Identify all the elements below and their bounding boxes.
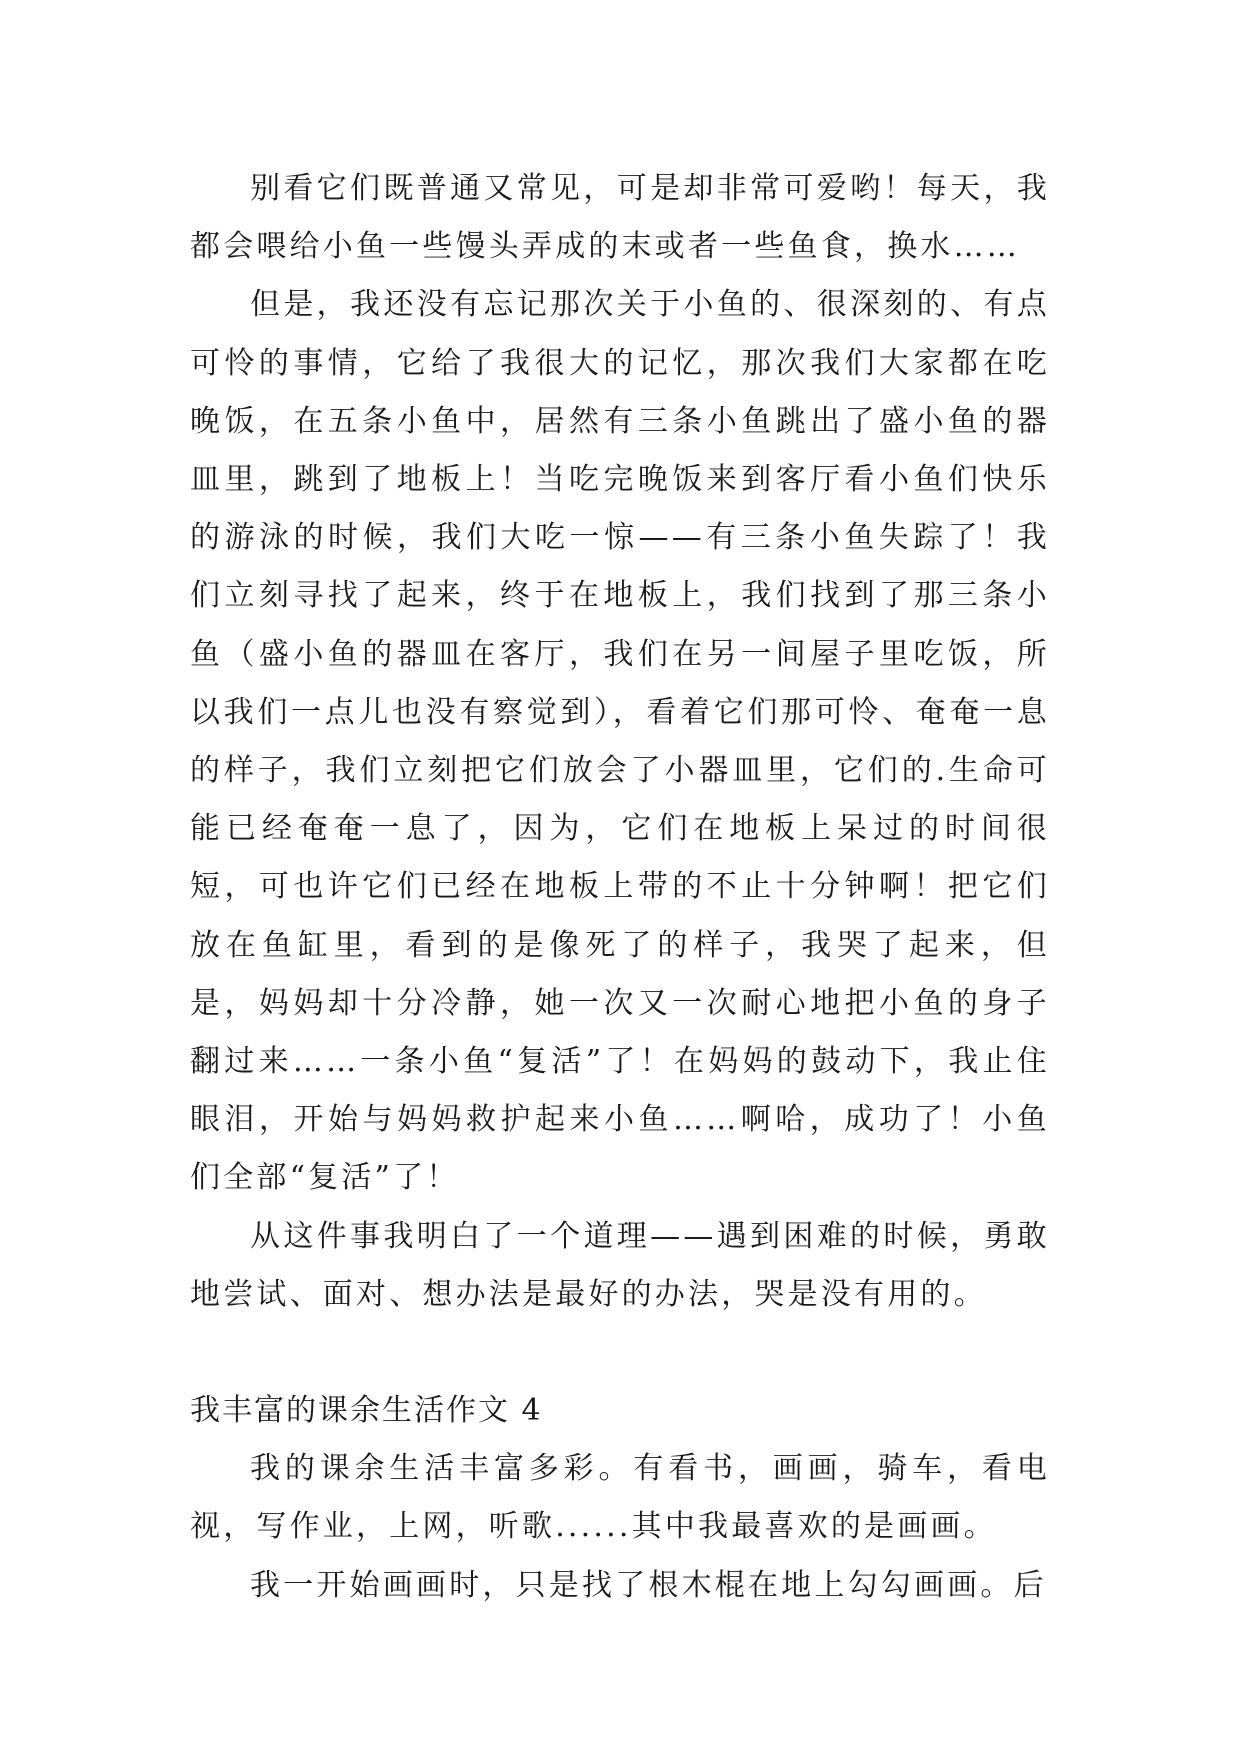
paragraph-drawing-start: 我一开始画画时，只是找了根木棍在地上勾勾画画。后 — [250, 1567, 1047, 1603]
paragraph-hobbies: 我的课余生活丰富多彩。有看书，画画，骑车，看电视，写作业，上网，听歌......其中我最喜欢的是画画。 — [190, 1451, 1050, 1545]
document-page — [190, 160, 1050, 1615]
paragraph-fish-story: 但是，我还没有忘记那次关于小鱼的、很深刻的、有点可怜的事情，它给了我很大的记忆，那次我们大家都在吃晚饭，在五条小鱼中，居然有三条小鱼跳出了盛小鱼的器皿里，跳到了地板上！当吃完晚饭来到客厅看小鱼们快乐的游泳的时候，我们大吃一惊——有三条小鱼失踪了！我们立刻寻找了起来，终于在地板上，我们找到了那三条小鱼（盛小鱼的器皿在客厅，我们在另一间屋子里吃饭，所以我们一点儿也没有察觉到），看着它们那可怜、奄奄一息的样子，我们立刻把它们放会了小器皿里，它们的.生命可能已经奄奄一息了，因为，它们在地板上呆过的时间很短，可也许它们已经在地板上带的不止十分钟啊！把它们放在鱼缸里，看到的是像死了的样子，我哭了起来，但是，妈妈却十分冷静，她一次又一次耐心地把小鱼的身子翻过来……一条小鱼“复活”了！在妈妈的鼓动下，我止住眼泪，开始与妈妈救护起来小鱼……啊哈，成功了！小鱼们全部“复活”了！ — [190, 287, 1050, 1196]
paragraph-lesson: 从这件事我明白了一个道理——遇到困难的时候，勇敢地尝试、面对、想办法是最好的办法，哭是没有用的。 — [190, 1218, 1050, 1312]
paragraph-fish-care: 别看它们既普通又常见，可是却非常可爱哟！每天，我都会喂给小鱼一些馒头弄成的末或者一些鱼食，换水…… — [190, 171, 1050, 265]
section-title: 我丰富的课余生活作文 4 — [190, 1393, 543, 1429]
